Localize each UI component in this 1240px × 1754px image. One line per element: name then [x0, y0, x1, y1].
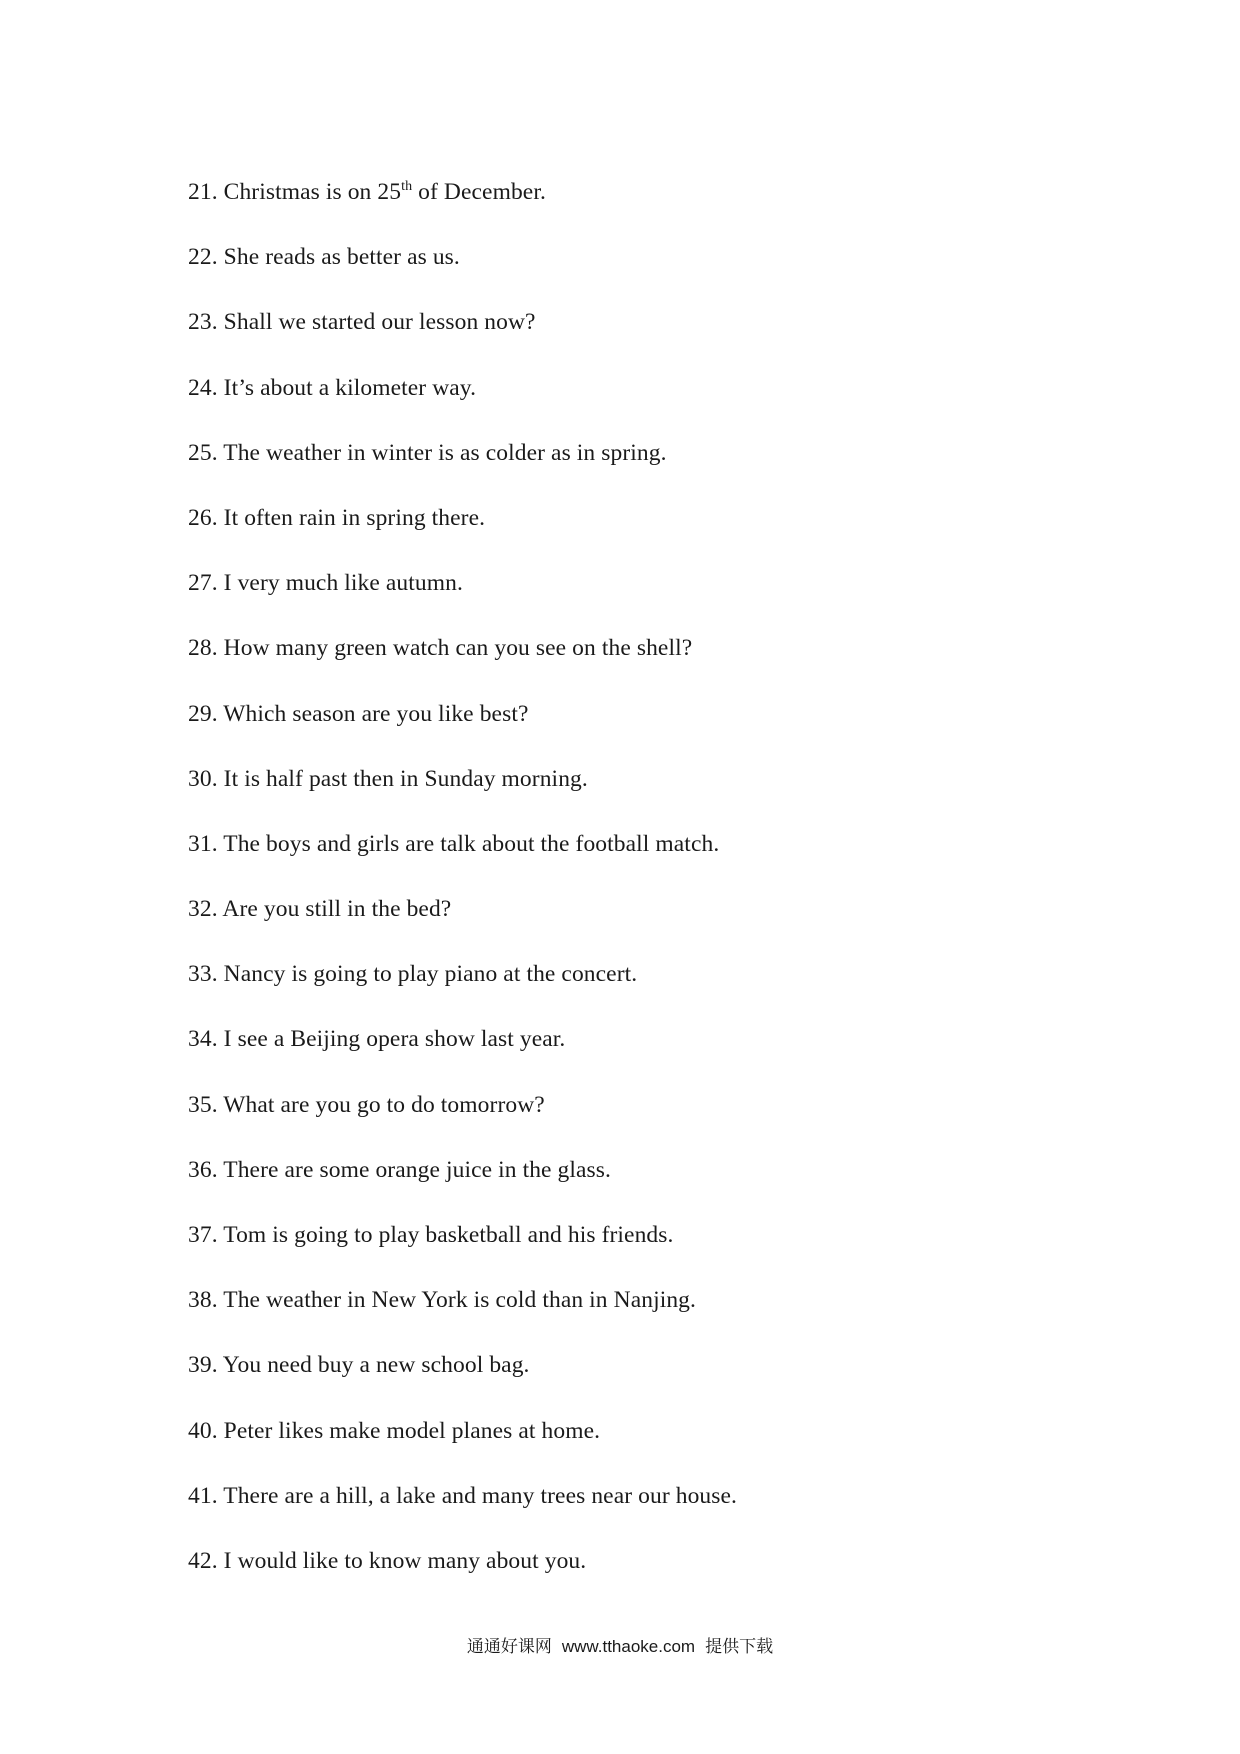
exercise-item — [188, 290, 737, 355]
exercise-number: 25. — [188, 439, 218, 466]
exercise-number: 37. — [188, 1222, 218, 1248]
exercise-item — [188, 551, 737, 616]
exercise-text: There are some orange juice in the glass. — [223, 1156, 612, 1183]
exercise-text: It often rain in spring there. — [223, 504, 486, 531]
exercise-text: Peter likes make model planes at home. — [223, 1417, 601, 1444]
exercise-number: 42. — [188, 1547, 218, 1574]
exercise-item — [188, 877, 737, 942]
exercise-number: 24. — [188, 374, 218, 401]
exercise-number: 35. — [188, 1091, 218, 1118]
exercise-text: How many green watch can you see on the shell? — [223, 635, 693, 662]
exercise-item — [188, 682, 737, 747]
footer-suffix: 提供下载 — [705, 1637, 774, 1657]
exercise-text-continued: of December. — [412, 179, 546, 205]
exercise-number: 23. — [188, 309, 218, 336]
exercise-text: She reads as better as us. — [223, 244, 460, 271]
exercise-superscript: th — [401, 179, 413, 194]
exercise-number: 36. — [188, 1156, 218, 1183]
exercise-item — [188, 1399, 737, 1464]
exercise-item — [188, 812, 737, 877]
exercise-text: I see a Beijing opera show last year. — [223, 1026, 566, 1053]
exercise-list — [188, 160, 737, 1594]
exercise-item — [188, 1333, 737, 1398]
exercise-text: Are you still in the bed? — [222, 896, 452, 923]
exercise-number: 31. — [188, 830, 218, 857]
exercise-number: 28. — [188, 635, 218, 662]
exercise-item — [188, 1268, 737, 1333]
exercise-text: I very much like autumn. — [223, 570, 463, 597]
exercise-number: 29. — [188, 700, 218, 727]
exercise-text: The weather in winter is as colder as in spring. — [223, 439, 667, 466]
footer-site-name: 通通好课网 — [466, 1637, 552, 1657]
exercise-item — [188, 1007, 737, 1072]
exercise-text: Christmas is on 25 — [223, 179, 402, 205]
exercise-item — [188, 486, 737, 551]
exercise-number: 41. — [188, 1482, 218, 1509]
exercise-item — [188, 747, 737, 812]
exercise-item — [188, 1138, 737, 1203]
exercise-item — [188, 1464, 737, 1529]
exercise-text: Tom is going to play basketball and his friends. — [223, 1222, 674, 1248]
exercise-number: 38. — [188, 1287, 218, 1314]
exercise-text: I would like to know many about you. — [223, 1547, 587, 1574]
exercise-number: 39. — [188, 1352, 218, 1379]
exercise-number: 40. — [188, 1417, 218, 1444]
exercise-text: Which season are you like best? — [223, 700, 529, 727]
exercise-text: The weather in New York is cold than in Nanjing. — [223, 1287, 697, 1314]
exercise-number: 33. — [188, 961, 218, 988]
exercise-number: 26. — [188, 504, 218, 531]
exercise-text: You need buy a new school bag. — [222, 1352, 530, 1379]
exercise-number: 32. — [188, 896, 218, 923]
page-footer — [0, 1632, 1240, 1657]
exercise-text: Nancy is going to play piano at the concert. — [223, 961, 638, 988]
exercise-text: The boys and girls are talk about the football match. — [223, 830, 720, 857]
exercise-text: There are a hill, a lake and many trees near our house. — [223, 1482, 738, 1509]
exercise-text: Shall we started our lesson now? — [223, 309, 536, 336]
exercise-number: 34. — [188, 1026, 218, 1053]
exercise-item — [188, 225, 737, 290]
exercise-number: 30. — [188, 765, 218, 792]
footer-url: www.tthaoke.com — [561, 1637, 696, 1656]
exercise-number: 27. — [188, 570, 218, 597]
exercise-item — [188, 160, 737, 225]
exercise-item — [188, 942, 737, 1007]
exercise-item — [188, 1073, 737, 1138]
exercise-number: 21. — [188, 179, 218, 205]
exercise-text: It is half past then in Sunday morning. — [223, 765, 588, 792]
exercise-item — [188, 1529, 737, 1594]
exercise-item — [188, 616, 737, 681]
exercise-number: 22. — [188, 244, 218, 271]
exercise-item — [188, 356, 737, 421]
exercise-text: It’s about a kilometer way. — [223, 374, 477, 401]
exercise-item — [188, 421, 737, 486]
exercise-text: What are you go to do tomorrow? — [223, 1091, 545, 1118]
exercise-item — [188, 1203, 737, 1268]
